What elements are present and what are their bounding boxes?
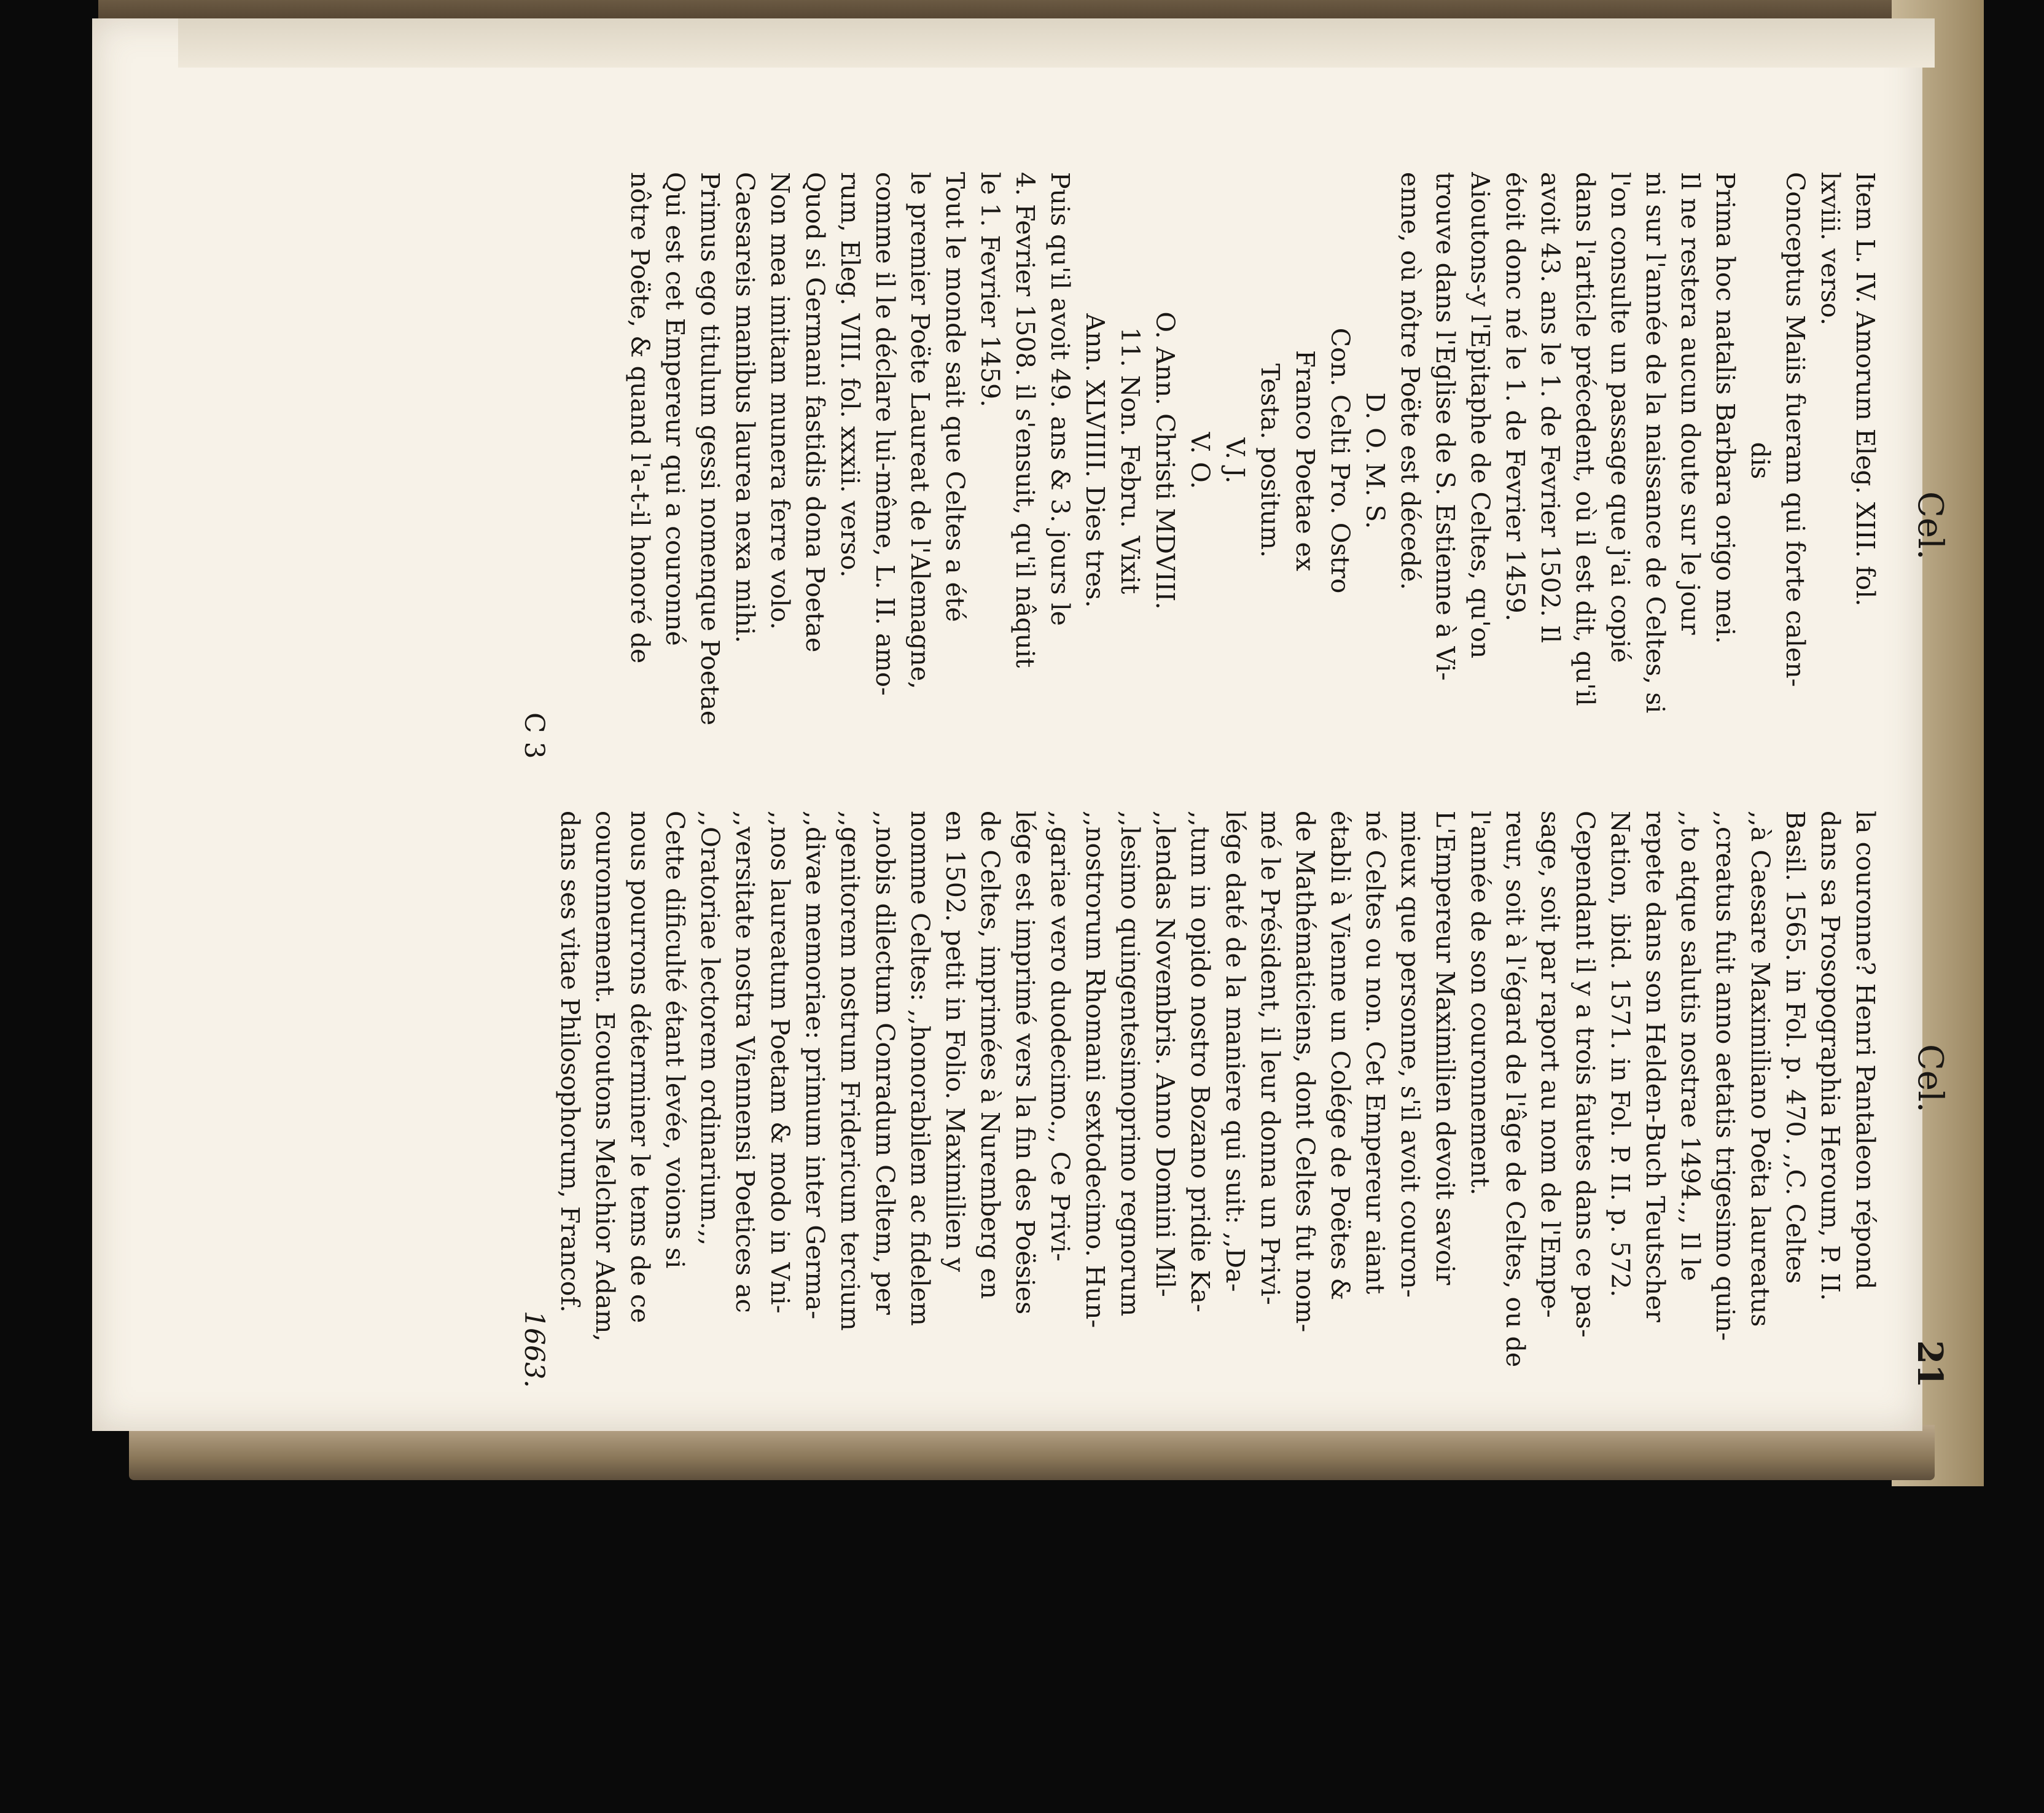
text-line: établi à Vienne un Colége de Poëtes &	[1325, 811, 1355, 1301]
text-line: V. O.	[1185, 432, 1215, 489]
text-line: Franco Poetae ex	[1290, 349, 1320, 572]
text-line: enne, où nôtre Poëte est décedé.	[1395, 172, 1425, 590]
text-line: Ann. XLVIIII. Dies tres.	[1080, 313, 1110, 608]
text-line: de Celtes, imprimées à Nuremberg en	[975, 811, 1005, 1300]
text-line: Nation, ibid. 1571. in Fol. P. II. p. 572.	[1605, 811, 1635, 1298]
running-header	[1895, 172, 1950, 1388]
text-line: rum, Eleg. VIII. fol. xxxii. verso.	[835, 172, 865, 578]
text-line: avoit 43. ans le 1. de Fevrier 1502. Il	[1535, 172, 1565, 644]
text-line: Prima hoc natalis Barbara origo mei.	[1710, 172, 1740, 644]
text-line: Puis qu'il avoit 49. ans & 3. jours le	[1045, 172, 1075, 626]
text-line: ,,gariae vero duodecimo.,, Ce Privi-	[1045, 811, 1075, 1261]
text-line: de Mathématiciens, dont Celtes fut nom-	[1290, 811, 1320, 1333]
text-line: la couronne? Henri Pantaleon répond	[1851, 811, 1880, 1290]
text-line: ,,lendas Novembris. Anno Domini Mil-	[1150, 811, 1180, 1297]
text-line: Caesareis manibus laurea nexa mihi.	[730, 172, 760, 644]
text-line: dis	[1746, 442, 1775, 480]
catchword: 1663.	[518, 1311, 550, 1388]
text-line: ,,nostrorum Rhomani sextodecimo. Hun-	[1080, 811, 1110, 1328]
text-line: l'année de son couronnement.	[1465, 811, 1495, 1196]
right-column	[552, 811, 1882, 1388]
text-line: ,,tum in opido nostro Bozano pridie Ka-	[1185, 811, 1215, 1312]
text-line: lége daté de la maniere qui suit: ,,Da-	[1220, 811, 1250, 1292]
text-line: dans ses vitae Philosophorum, Francof.	[555, 811, 585, 1313]
page-fold	[178, 18, 1935, 68]
text-line: ,,divae memoriae: primum inter Germa-	[800, 811, 830, 1320]
header-right-title: Cel.	[1910, 1044, 1950, 1113]
text-line: mieux que personne, s'il avoit couron-	[1395, 811, 1425, 1298]
text-line: nous pourrons déterminer le tems de ce	[625, 811, 655, 1324]
text-line: O. Ann. Christi MDVIII.	[1150, 311, 1180, 610]
text-line: ,,creatus fuit anno aetatis trigesimo quin-	[1710, 811, 1740, 1341]
text-line: Aioutons-y l'Epitaphe de Celtes, qu'on	[1465, 172, 1495, 659]
text-line: V. J.	[1220, 437, 1250, 484]
text-line: Cette dificulté étant levée, voions si	[660, 811, 690, 1269]
left-column	[622, 172, 1882, 749]
header-left-title: Cel.	[1910, 491, 1950, 560]
text-line: ,,versitate nostra Viennensi Poetices ac	[730, 811, 760, 1313]
text-line: lxviii. verso.	[1816, 172, 1845, 326]
text-line: ni sur l'année de la naissance de Celtes, si	[1640, 172, 1670, 714]
text-line: couronnement. Ecoutons Melchior Adam,	[590, 811, 620, 1342]
signature-mark: C 3	[518, 712, 550, 759]
page-number: 21	[1909, 1340, 1950, 1388]
text-line: 11. Non. Febru. Vixit	[1115, 327, 1145, 595]
text-line: lége est imprimé vers la fin des Poësies	[1010, 811, 1040, 1315]
text-line: ,,to atque salutis nostrae 1494.,, Il le	[1675, 811, 1705, 1281]
text-line: ,,lesimo quingentesimoprimo regnorum	[1115, 811, 1145, 1317]
text-line: mé le Président, il leur donna un Privi-	[1255, 811, 1285, 1305]
text-line: Il ne restera aucun doute sur le jour	[1675, 172, 1705, 635]
text-line: Qui est cet Empereur qui a couronné	[660, 172, 690, 646]
book-spine	[129, 1425, 1935, 1480]
text-line: Item L. IV. Amorum Eleg. XIII. fol.	[1851, 172, 1880, 607]
text-line: D. O. M. S.	[1360, 392, 1390, 529]
text-line: étoit donc né le 1. de Fevrier 1459.	[1500, 172, 1530, 622]
text-line: nôtre Poëte, & quand l'a-t-il honoré de	[625, 172, 655, 664]
page-text-block	[476, 172, 1950, 1388]
text-line: Primus ego titulum gessi nomenque Poetae	[695, 172, 725, 726]
text-line: nomme Celtes: ,,honorabilem ac fidelem	[905, 811, 935, 1326]
text-line: dans sa Prosopographia Heroum, P. II.	[1816, 811, 1845, 1301]
text-line: ,,nobis dilectum Conradum Celtem, per	[870, 811, 900, 1315]
text-line: l'on consulte un passage que j'ai copié	[1605, 172, 1635, 663]
text-line: Basil. 1565. in Fol. p. 470. ,,C. Celtes	[1781, 811, 1810, 1284]
text-line: le premier Poëte Laureat de l'Alemagne,	[905, 172, 935, 690]
text-line: Conceptus Maiis fueram qui forte calen-	[1781, 172, 1810, 687]
text-line: ,,à Caesare Maximiliano Poëta laureatus	[1746, 811, 1775, 1327]
text-line: repete dans son Helden-Buch Teutscher	[1640, 811, 1670, 1322]
text-line: le 1. Fevrier 1459.	[975, 172, 1005, 408]
text-line: ,,genitorem nostrum Fridericum tercium	[835, 811, 865, 1331]
text-line: sage, soit par raport au nom de l'Empe-	[1535, 811, 1565, 1318]
text-line: né Celtes ou non. Cet Empereur aiant	[1360, 811, 1390, 1295]
text-line: en 1502. petit in Folio. Maximilien y	[940, 811, 970, 1273]
text-line: Con. Celti Pro. Ostro	[1325, 327, 1355, 594]
text-line: L'Empereur Maximilien devoit savoir	[1430, 811, 1460, 1285]
text-line: Quod si Germani fastidis dona Poetae	[800, 172, 830, 653]
text-line: 4. Fevrier 1508. il s'ensuit, qu'il nâquit	[1010, 172, 1040, 668]
text-line: reur, soit à l'égard de l'âge de Celtes, ou de	[1500, 811, 1530, 1368]
text-line: ,,Oratoriae lectorem ordinarium.,,	[695, 811, 725, 1246]
text-line: Testa. positum.	[1255, 363, 1285, 558]
text-line: trouve dans l'Eglise de S. Estienne à Vi-	[1430, 172, 1460, 681]
text-line: dans l'article précedent, où il est dit, qu'il	[1570, 172, 1600, 706]
text-line: ,,nos laureatum Poetam & modo in Vni-	[765, 811, 795, 1314]
text-line: Non mea imitam munera ferre volo.	[765, 172, 795, 630]
text-line: comme il le déclare lui-même, L. II. amo-	[870, 172, 900, 696]
page-footer	[501, 172, 550, 1388]
text-line: Tout le monde sait que Celtes a été	[940, 172, 970, 622]
text-line: Cependant il y a trois fautes dans ce pas-	[1570, 811, 1600, 1338]
